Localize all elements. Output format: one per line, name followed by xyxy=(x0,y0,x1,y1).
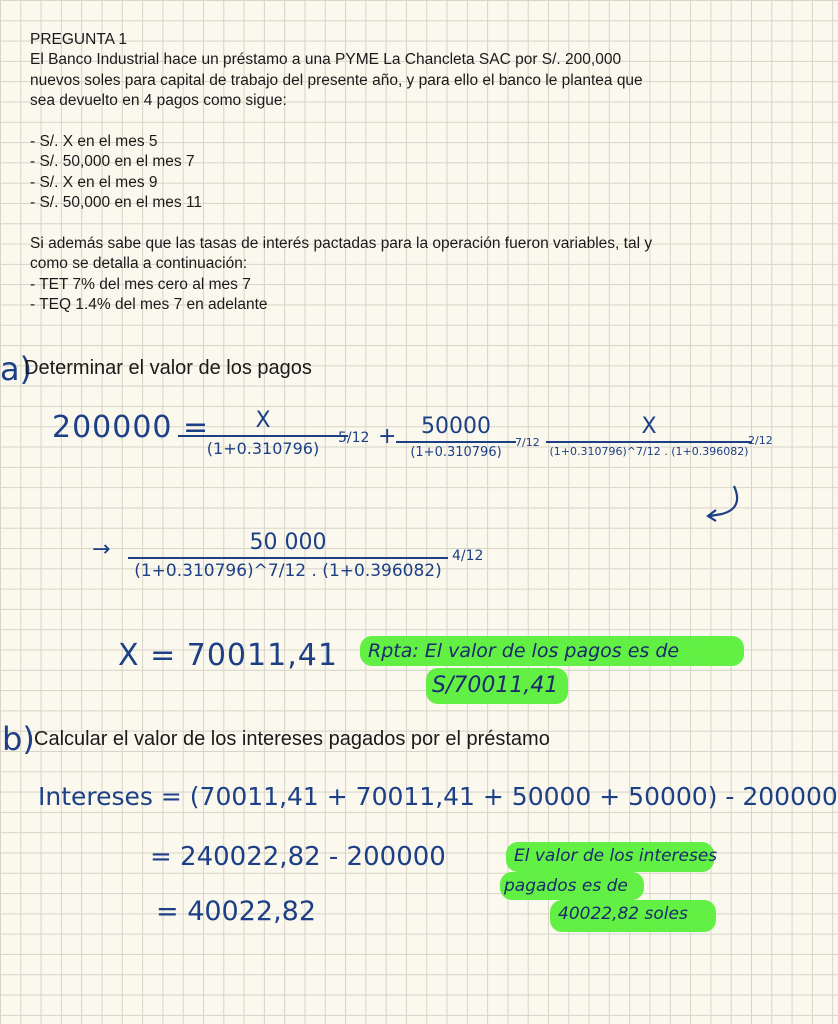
interest-result: = 40022,82 xyxy=(156,896,317,927)
interest-equation: Intereses = (70011,41 + 70011,41 + 50000 + 50000) - 200000 xyxy=(38,782,838,811)
continuation-arrow-icon xyxy=(700,482,746,528)
rate-item: - TET 7% del mes cero al mes 7 xyxy=(30,275,251,293)
problem-intro-line: nuevos soles para capital de trabajo del presente año, y para ello el banco le plantea que xyxy=(30,71,643,89)
fraction-denominator: (1+0.310796)^7/12 . (1+0.396082) xyxy=(549,445,749,458)
fraction-denominator: (1+0.310796)^7/12 . (1+0.396082) xyxy=(134,561,442,581)
part-a-letter: a) xyxy=(0,350,33,388)
rates-intro-line: Si además sabe que las tasas de interés pactadas para la operación fueron variables, tal y xyxy=(30,235,653,253)
fraction-numerator: 50000 xyxy=(421,414,491,439)
answer-note-line: Rpta: El valor de los pagos es de xyxy=(368,640,680,662)
part-a-heading: Determinar el valor de los pagos xyxy=(24,357,312,379)
interest-note-line: 40022,82 soles xyxy=(558,904,688,924)
exponent: 4/12 xyxy=(452,548,484,564)
problem-title: PREGUNTA 1 xyxy=(30,31,128,48)
payment-item: - S/. X en el mes 5 xyxy=(30,133,158,151)
fraction-term-1 xyxy=(178,408,348,458)
fraction-term-3 xyxy=(546,414,752,458)
exponent: 7/12 xyxy=(515,436,540,449)
payment-item: - S/. X en el mes 9 xyxy=(30,173,158,191)
fraction-term-2 xyxy=(396,414,516,460)
problem-intro-line: El Banco Industrial hace un préstamo a una PYME La Chancleta SAC por S/. 200,000 xyxy=(30,51,622,69)
arrow-icon: → xyxy=(92,537,111,562)
answer-note-line: S/70011,41 xyxy=(432,673,559,698)
problem-statement xyxy=(30,30,730,316)
fraction-numerator: X xyxy=(641,414,657,439)
payment-item: - S/. 50,000 en el mes 11 xyxy=(30,194,203,212)
equation-lhs: 200000 = xyxy=(52,410,210,445)
interest-step: = 240022,82 - 200000 xyxy=(150,842,446,872)
part-b-heading: Calcular el valor de los intereses pagados por el préstamo xyxy=(34,728,550,750)
part-b-letter: b) xyxy=(2,720,35,758)
plus-sign: + xyxy=(378,424,397,449)
payment-item: - S/. 50,000 en el mes 7 xyxy=(30,153,195,171)
exponent: 2/12 xyxy=(748,434,773,447)
rate-item: - TEQ 1.4% del mes 7 en adelante xyxy=(30,296,268,314)
fraction-denominator: (1+0.310796) xyxy=(410,445,502,460)
fraction-numerator: 50 000 xyxy=(249,530,327,555)
fraction-denominator: (1+0.310796) xyxy=(206,439,320,458)
rates-intro-line: como se detalla a continuación: xyxy=(30,255,248,273)
fraction-term-4 xyxy=(128,530,448,581)
problem-intro-line: sea devuelto en 4 pagos como sigue: xyxy=(30,92,287,110)
interest-note-line: pagados es de xyxy=(504,876,628,896)
interest-note-line: El valor de los intereses xyxy=(514,846,718,866)
fraction-numerator: X xyxy=(255,408,271,433)
exponent: 5/12 xyxy=(338,430,370,446)
result-x: X = 70011,41 xyxy=(118,638,338,673)
